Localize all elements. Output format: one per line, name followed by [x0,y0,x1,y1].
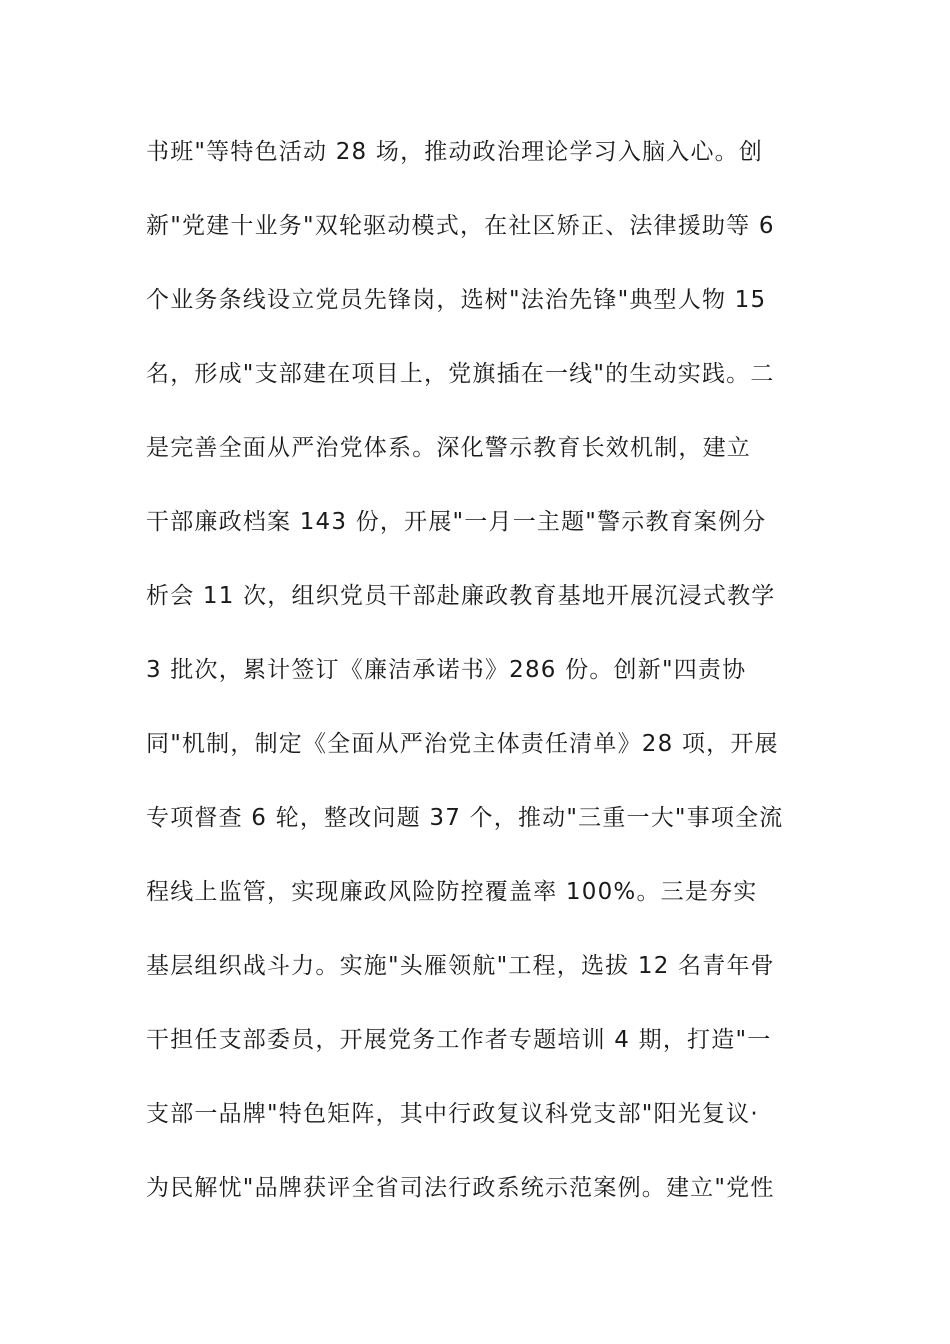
text-line: 干担任支部委员，开展党务工作者专题培训 4 期，打造"一 [146,1027,772,1053]
text-line: 程线上监管，实现廉政风险防控覆盖率 100%。三是夯实 [146,879,758,905]
text-line: 干部廉政档案 143 份，开展"一月一主题"警示教育案例分 [146,509,767,535]
text-line: 基层组织战斗力。实施"头雁领航"工程，选拔 12 名青年骨 [146,953,775,979]
text-line: 专项督查 6 轮，整改问题 37 个，推动"三重一大"事项全流 [146,805,784,831]
text-line: 为民解忧"品牌获评全省司法行政系统示范案例。建立"党性 [146,1175,775,1201]
text-line: 支部一品牌"特色矩阵，其中行政复议科党支部"阳光复议· [146,1101,759,1127]
text-line: 3 批次，累计签订《廉洁承诺书》286 份。创新"四责协 [146,657,747,683]
text-line: 同"机制，制定《全面从严治党主体责任清单》28 项，开展 [146,731,779,757]
text-line: 新"党建十业务"双轮驱动模式，在社区矫正、法律援助等 6 [146,213,775,239]
text-line: 是完善全面从严治党体系。深化警示教育长效机制，建立 [146,435,751,461]
text-line: 析会 11 次，组织党员干部赴廉政教育基地开展沉浸式教学 [146,583,776,609]
text-line: 书班"等特色活动 28 场，推动政治理论学习入脑入心。创 [146,139,764,165]
text-line: 个业务条线设立党员先锋岗，选树"法治先锋"典型人物 15 [146,287,767,313]
body-text [146,132,816,1242]
text-line: 名，形成"支部建在项目上，党旗插在一线"的生动实践。二 [146,361,775,387]
